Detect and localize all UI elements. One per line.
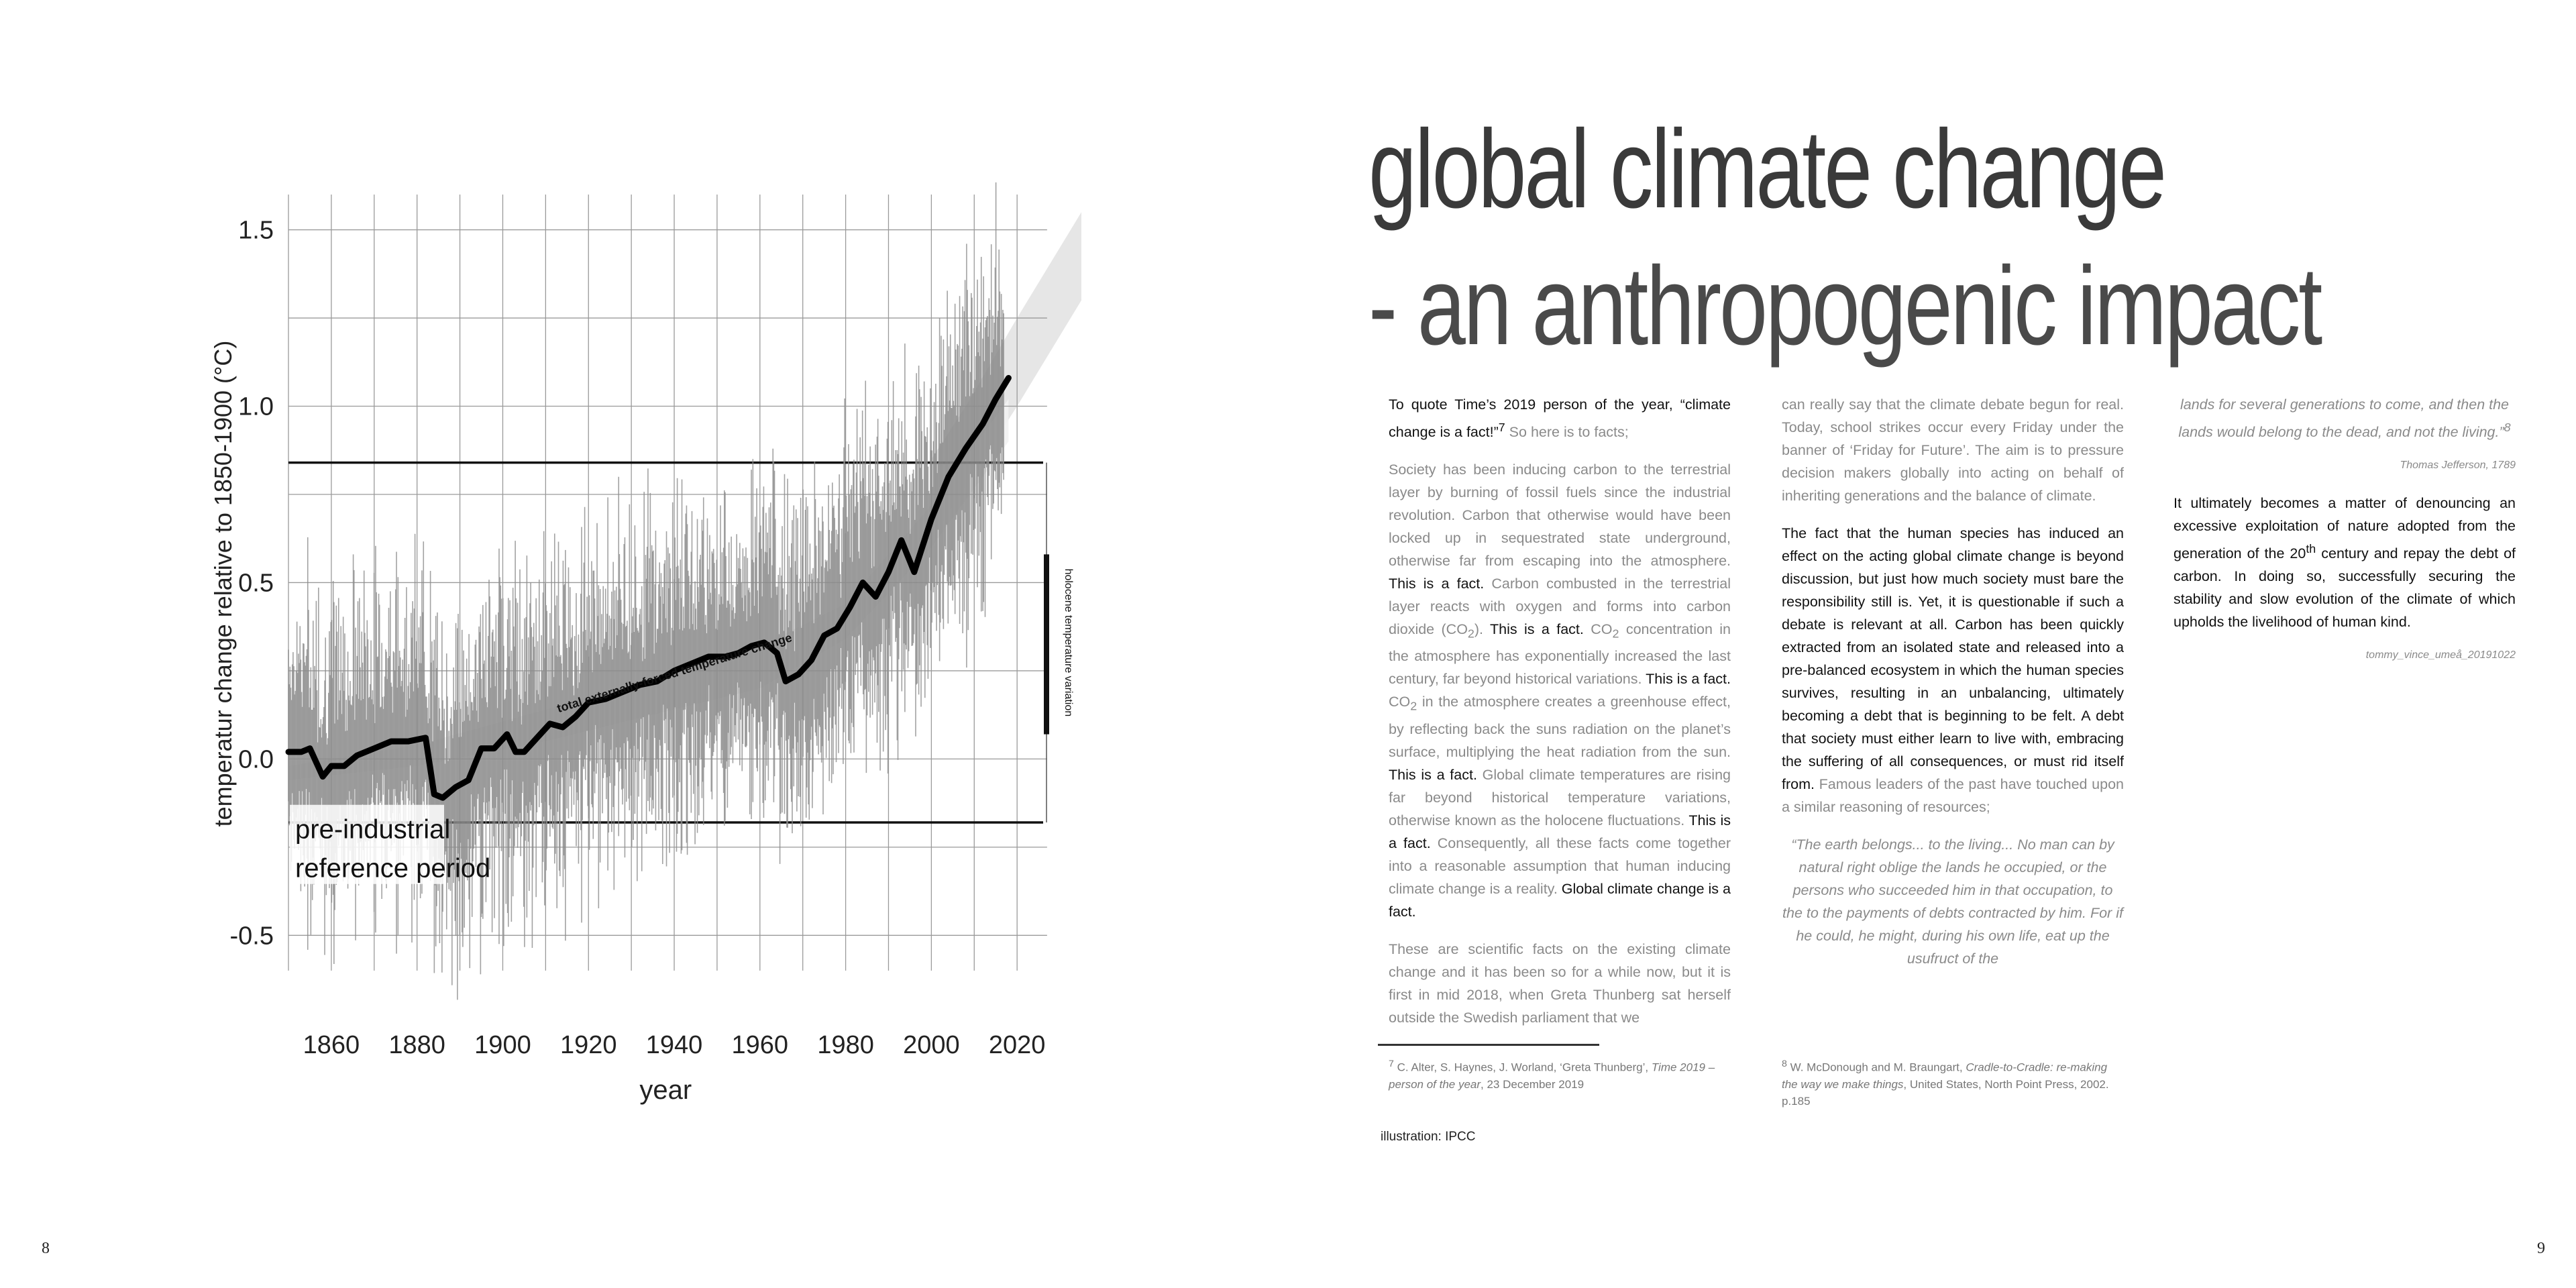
footnote-ref-8: 8 <box>2504 421 2511 434</box>
footnote-8 <box>1782 1056 2124 1110</box>
holocene-range-bar <box>1044 554 1049 734</box>
responsibility-paragraph <box>1782 522 2124 818</box>
x-tick-label: 1860 <box>303 1031 360 1059</box>
y-tick-label: 0.5 <box>238 569 274 598</box>
fact-highlight: This is a fact. <box>1389 812 1731 851</box>
text-column-3 <box>2174 393 2516 682</box>
x-tick-label: 1920 <box>559 1031 617 1059</box>
page-title: global climate change <box>1368 107 2165 231</box>
facts-paragraph <box>1389 458 1731 923</box>
superscript: th <box>2306 542 2316 556</box>
author-signature: tommy_vince_umeå_20191022 <box>2365 649 2516 661</box>
debate-paragraph: can really say that the climate debate begun for real. Today, school strikes occur every Friday under the banner of ‘Friday for Future’. The aim is to pressure decision makers globally into acting on behalf of inheriting generations and the balance of climate. <box>1782 396 2124 504</box>
fact-highlight: This is a fact. <box>1389 766 1477 783</box>
text-span: Famous leaders of the past have touched upon a similar reasoning of resources; <box>1782 776 2124 815</box>
x-tick-label: 1980 <box>817 1031 874 1059</box>
footnote-number: 8 <box>1782 1059 1787 1069</box>
fact-highlight: Global climate change is a fact. <box>1389 880 1731 920</box>
text-span: concentration in the atmosphere has exponentially increased the last century, far beyond historical variations. <box>1389 621 1731 688</box>
greta-paragraph: These are scientific facts on the existing climate change and it has been so for a while now, but it is first in mid 2018, when Greta Thunberg sat herself outside the Swedish parliament that we <box>1389 941 1731 1026</box>
text-span: Consequently, all these facts come together into a reasonable assumption that human inducing climate change is a reality. <box>1389 835 1731 897</box>
page-number-right: 9 <box>2537 1240 2545 1257</box>
text-span: , 23 December 2019 <box>1481 1077 1585 1091</box>
text-span: C. Alter, S. Haynes, J. Worland, ‘Greta Thunberg’, <box>1393 1061 1652 1074</box>
y-axis-label: temperatur change relative to 1850-1900 (°C) <box>209 340 237 827</box>
footnote-7 <box>1389 1056 1724 1093</box>
footnote-title: Cradle-to-Cradle: re-making the way we make things <box>1782 1061 2108 1091</box>
y-tick-label: 0.0 <box>238 745 274 774</box>
footnote-title: Time 2019 – person of the year <box>1389 1061 1715 1091</box>
text-span: The fact that the human species has induced an effect on the acting global climate change is beyond discussion, but just how much society must bare the responsibility still is. Yet, it is questionable if such a debate is relevant at all. Carbon has been quickly extracted from an isolated state and released into a pre-balanced ecosystem in which the human species survives, resulting in an unbalancing, ultimately becoming a debt that is beginning to be felt. A debt that society must either learn to live with, embracing the suffering of all consequences, or must rid itself from. <box>1782 525 2124 792</box>
intro-rest: So here is to facts; <box>1505 424 1629 441</box>
reference-period-label: pre-industrial <box>295 814 451 845</box>
holocene-annotation: holocene temperature variation <box>1063 568 1074 717</box>
y-tick-label: 1.0 <box>238 392 274 421</box>
text-span: Global climate temperatures are rising far beyond historical temperature variations, otherwise known as the holocene fluctuations. <box>1389 766 1731 828</box>
text-span: W. McDonough and M. Braungart, <box>1786 1061 1966 1074</box>
footnote-rule <box>1378 1044 1599 1046</box>
conclusion-paragraph <box>2174 492 2516 633</box>
text-span: ). <box>1474 621 1484 638</box>
text-column-2 <box>1782 393 2124 985</box>
intro-paragraph <box>1389 393 1731 443</box>
footnote-ref-7: 7 <box>1498 421 1505 434</box>
y-tick-label: -0.5 <box>229 922 274 951</box>
text-span: Carbon combusted in the terrestrial layer reacts with oxygen and forms into carbon dioxide (CO <box>1389 576 1731 638</box>
text-column-1 <box>1389 393 1731 1044</box>
x-tick-label: 2020 <box>988 1031 1046 1059</box>
x-tick-label: 1960 <box>731 1031 789 1059</box>
text-span: Society has been inducing carbon to the terrestrial layer by burning of fossil fuels since the industrial revolution. Carbon that otherwise would have been locked up in sequestrated state underground, otherwise far from escaping into the atmosphere. <box>1389 462 1731 570</box>
x-tick-label: 2000 <box>903 1031 960 1059</box>
page-number-left: 8 <box>42 1240 50 1257</box>
text-span: CO <box>1389 694 1411 710</box>
x-tick-label: 1880 <box>388 1031 445 1059</box>
text-span: , United States, North Point Press, 2002. p.185 <box>1782 1077 2109 1108</box>
subscript: 2 <box>1467 627 1474 641</box>
reference-period-label: reference period <box>295 853 491 883</box>
text-span: century and repay the debt of carbon. In doing so, successfully securing the stability and slow evolution of the climate of which upholds the livelihood of human kind. <box>2174 545 2516 631</box>
quote-citation: Thomas Jefferson, 1789 <box>2400 460 2516 472</box>
x-tick-label: 1900 <box>474 1031 531 1059</box>
text-span: CO <box>1583 621 1613 638</box>
text-span: lands for several generations to come, and then the lands would belong to the dead, and not the living.” <box>2178 396 2510 441</box>
illustration-credit: illustration: IPCC <box>1381 1130 1476 1144</box>
fact-highlight: This is a fact. <box>1642 671 1731 688</box>
x-tick-label: 1940 <box>645 1031 703 1059</box>
jefferson-quote: “The earth belongs... to the living... No man can by natural right oblige the lands he occupied, or the persons who succeeded him in that occupation, to the to the payments of debts contracted by him. For if he could, he might, during his own life, eat up the usufruct of the <box>1782 837 2123 967</box>
curve-annotation: total externally-forced temperature change <box>555 631 794 716</box>
y-tick-label: 1.5 <box>238 216 274 245</box>
subscript: 2 <box>1410 699 1417 713</box>
subscript: 2 <box>1612 627 1619 641</box>
fact-highlight: This is a fact. <box>1389 576 1485 592</box>
jefferson-quote-end <box>2174 393 2516 443</box>
page-subtitle: - an anthropogenic impact <box>1368 244 2321 368</box>
text-span: It ultimately becomes a matter of denouncing an excessive exploitation of nature adopted from the generation of the 20 <box>2174 495 2516 562</box>
x-axis-label: year <box>639 1075 692 1105</box>
intro-quote: To quote Time’s 2019 person of the year, “climate change is a fact!” <box>1389 396 1731 441</box>
footnote-number: 7 <box>1389 1059 1394 1069</box>
text-span: in the atmosphere creates a greenhouse effect, by reflecting back the suns radiation on the planet’s surface, multiplying the heat radiation from the sun. <box>1389 694 1731 760</box>
fact-highlight: This is a fact. <box>1483 621 1584 638</box>
